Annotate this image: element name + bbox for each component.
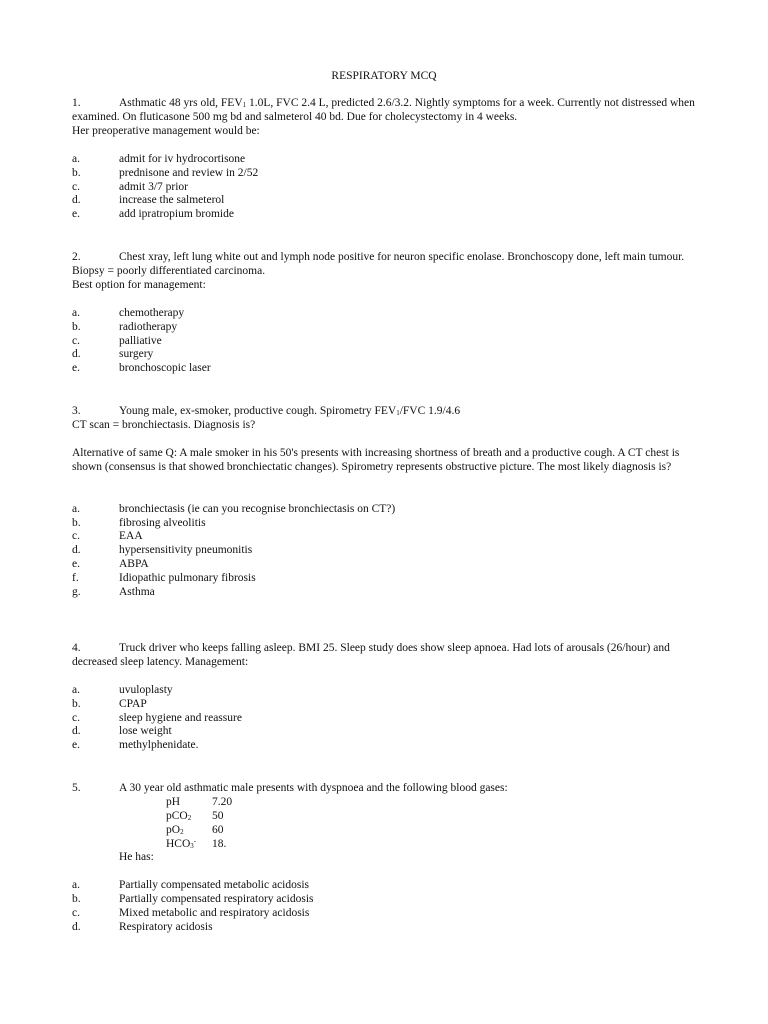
option-d: d. lose weight [72,725,172,738]
gas-hco3: $HCO_3^-$ 18. [166,836,227,850]
alternative-question: Alternative of same Q: A male smoker in his 50's presents with increasing shortness of breath and a productive cough. A CT chest is shown (consensus is that showed bronchiectatic changes). Spirometry represents obstructive picture. The most likely diagnosis is? [72,446,680,473]
option-a: a. bronchiectasis (ie can you recognise bronchiectasis on CT?) [72,502,396,515]
option-d: d. increase the salmeterol [72,194,225,207]
option-c: c. sleep hygiene and reassure [72,711,242,724]
question-number: 5. [72,782,81,794]
option-f: f. Idiopathic pulmonary fibrosis [72,572,256,585]
option-b: b. fibrosing alveolitis [72,516,206,529]
question-number: 1. [72,97,81,109]
question-number: 2. [72,251,81,263]
question-5 [72,782,696,935]
option-d: d. hypersensitivity pneumonitis [72,544,253,557]
question-4 [72,642,696,753]
gas-pco2: pCO$_2$ 50 [166,809,224,822]
option-e: e. ABPA [72,558,149,571]
question-number: 4. [72,642,81,654]
option-d: d. surgery [72,348,154,361]
question-1 [72,97,696,222]
page-title: RESPIRATORY MCQ [331,70,437,82]
option-g: g. Asthma [72,585,155,598]
option-e: e. methylphenidate. [72,739,199,752]
option-b: b. CPAP [72,697,147,710]
gas-po2: $pO_2$ 60 [166,823,224,836]
option-a: a. Partially compensated metabolic acidosis [72,879,310,892]
question-number: 3. [72,405,81,417]
option-c: c. admit 3/7 prior [72,180,188,193]
option-a: a. uvuloplasty [72,683,173,696]
option-list [72,307,696,376]
option-list [72,684,696,753]
question-prompt: Best option for management: [72,278,206,291]
option-e: e. add ipratropium bromide [72,208,234,221]
question-stem: A 30 year old asthmatic male presents with dyspnoea and the following blood gases: [119,782,508,794]
option-c: c. EAA [72,530,143,543]
option-a: a. chemotherapy [72,306,185,319]
blood-gas-table [72,796,696,852]
question-stem: Chest xray, left lung white out and lymph node positive for neuron specific enolase. Bronchoscopy done, left main tumour. Biopsy = poorly differentiated carcinoma. [72,251,685,277]
option-list [72,879,696,935]
question-prompt: He has: [119,851,154,864]
question-stem: Asthmatic 48 yrs old, $FEV_1$ 1.0L, FVC 2.4 L, predicted 2.6/3.2. Nightly symptoms for a week. Currently not distressed when examined. On fluticasone 500 mg bd and salmeterol 40 bd. Due for cholecystectomy in 4 weeks. [72,97,695,123]
option-c: c. Mixed metabolic and respiratory acidosis [72,907,310,920]
option-b: b. Partially compensated respiratory acidosis [72,893,314,906]
question-prompt: CT scan = bronchiectasis. Diagnosis is? [72,418,256,431]
gas-ph: pH 7.20 [166,795,233,808]
question-stem: Truck driver who keeps falling asleep. BMI 25. Sleep study does show sleep apnoea. Had lots of arousals (26/hour) and decreased sleep latency. Management: [72,642,670,668]
option-b: b. radiotherapy [72,320,178,333]
option-c: c. palliative [72,334,162,347]
question-3 [72,405,696,600]
option-list [72,153,696,222]
question-prompt: Her preoperative management would be: [72,124,260,137]
option-list [72,503,696,600]
option-d: d. Respiratory acidosis [72,921,213,934]
option-a: a. admit for iv hydrocortisone [72,152,246,165]
option-e: e. bronchoscopic laser [72,362,211,375]
question-2 [72,251,696,376]
question-stem: Young male, ex-smoker, productive cough. Spirometry $FEV_1$/FVC 1.9/4.6 [119,405,461,417]
option-b: b. prednisone and review in 2/52 [72,166,259,179]
